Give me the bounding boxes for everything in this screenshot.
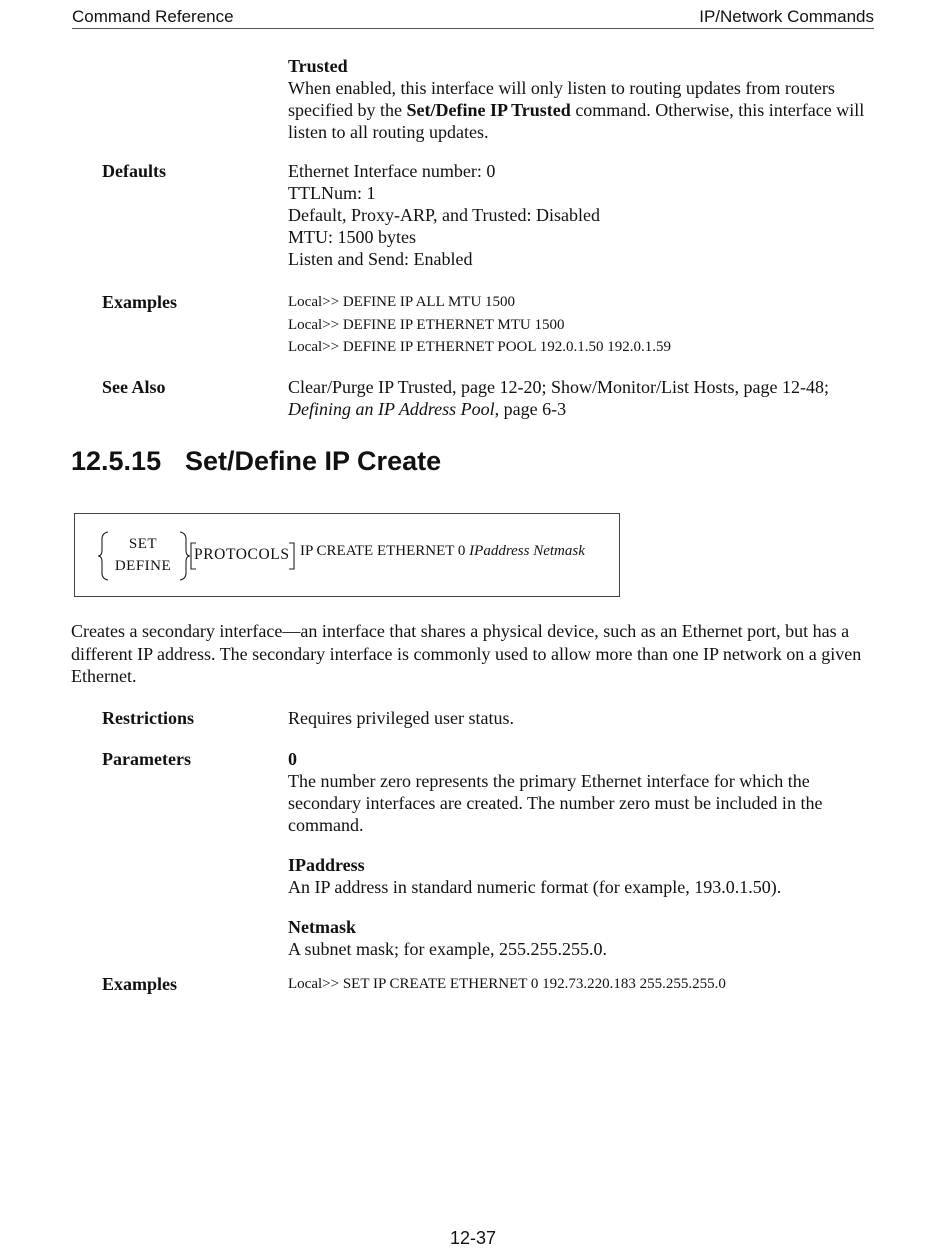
parameter-description: An IP address in standard numeric format (for example, 193.0.1.50). xyxy=(288,877,782,897)
syntax-option-set: SET xyxy=(128,536,158,552)
see-also-label: See Also xyxy=(102,377,166,397)
defaults-line: MTU: 1500 bytes xyxy=(288,227,416,247)
parameter-term: Netmask xyxy=(288,917,356,937)
examples-content xyxy=(288,973,874,996)
syntax-box xyxy=(74,513,620,597)
parameters-label: Parameters xyxy=(102,749,191,769)
trusted-command-ref: Set/Define IP Trusted xyxy=(406,100,571,120)
header-manual-title: Command Reference xyxy=(72,7,234,26)
trusted-content xyxy=(288,55,874,143)
examples-label: Examples xyxy=(102,974,178,994)
restrictions-text: Requires privileged user status. xyxy=(288,708,514,728)
defaults-content xyxy=(288,160,874,270)
trusted-term: Trusted xyxy=(288,56,348,76)
running-header xyxy=(72,8,874,29)
trusted-desc-text-end: command. Otherwise, this interface will listen to all routing updates. xyxy=(288,100,865,142)
see-also-page-ref: , page 6-3 xyxy=(494,399,567,419)
parameter-term: 0 xyxy=(288,749,297,769)
parameters-content xyxy=(288,748,874,978)
parameter-term: IPaddress xyxy=(288,855,365,875)
parameter-item xyxy=(288,916,874,960)
parameter-item xyxy=(288,854,874,898)
right-bracket-icon xyxy=(288,542,296,570)
trusted-desc-text: When enabled, this interface will only listen to routing updates from routers specified by the xyxy=(288,78,835,120)
parameter-item xyxy=(288,748,874,836)
header-chapter-title: IP/Network Commands xyxy=(699,7,874,26)
syntax-command-keywords: IP CREATE ETHERNET 0 xyxy=(300,543,470,559)
parameter-description: The number zero represents the primary Ethernet interface for which the secondary interfaces are created. The number zero must be included in the command. xyxy=(288,771,823,835)
section-title: Set/Define IP Create xyxy=(185,446,442,476)
trusted-description xyxy=(288,77,874,143)
defaults-line: TTLNum: 1 xyxy=(288,183,376,203)
left-brace-icon xyxy=(97,530,111,582)
examples-content xyxy=(288,291,874,359)
example-line: Local>> DEFINE IP ETHERNET POOL 192.0.1.50 192.0.1.59 xyxy=(288,339,671,355)
restrictions-label: Restrictions xyxy=(102,708,194,728)
example-line: Local>> SET IP CREATE ETHERNET 0 192.73.220.183 255.255.255.0 xyxy=(288,976,726,992)
see-also-content xyxy=(288,376,874,420)
section-heading xyxy=(71,444,441,478)
syntax-optional-protocols: PROTOCOLS xyxy=(194,546,290,563)
page-number: 12-37 xyxy=(449,1228,497,1248)
example-line: Local>> DEFINE IP ALL MTU 1500 xyxy=(288,294,516,310)
defaults-line: Ethernet Interface number: 0 xyxy=(288,161,496,181)
syntax-option-define: DEFINE xyxy=(114,558,172,574)
example-line: Local>> DEFINE IP ETHERNET MTU 1500 xyxy=(288,316,565,333)
see-also-italic-ref: Defining an IP Address Pool xyxy=(288,399,495,419)
syntax-command-args: IPaddress Netmask xyxy=(469,543,585,559)
defaults-line: Listen and Send: Enabled xyxy=(288,249,473,269)
see-also-line-2 xyxy=(288,398,874,420)
defaults-label: Defaults xyxy=(102,161,166,181)
command-description: Creates a secondary interface—an interface that shares a physical device, such as an Ethernet port, but has a different IP address. The secondary interface is commonly used to allow more than one IP network on a given Ethernet. xyxy=(71,621,862,686)
see-also-line-1: Clear/Purge IP Trusted, page 12-20; Show/Monitor/List Hosts, page 12-48; xyxy=(288,377,829,397)
section-number: 12.5.15 xyxy=(71,446,162,476)
parameter-description: A subnet mask; for example, 255.255.255.0. xyxy=(288,939,607,959)
syntax-command xyxy=(300,543,585,560)
examples-label: Examples xyxy=(102,292,178,312)
defaults-line: Default, Proxy-ARP, and Trusted: Disabled xyxy=(288,205,600,225)
